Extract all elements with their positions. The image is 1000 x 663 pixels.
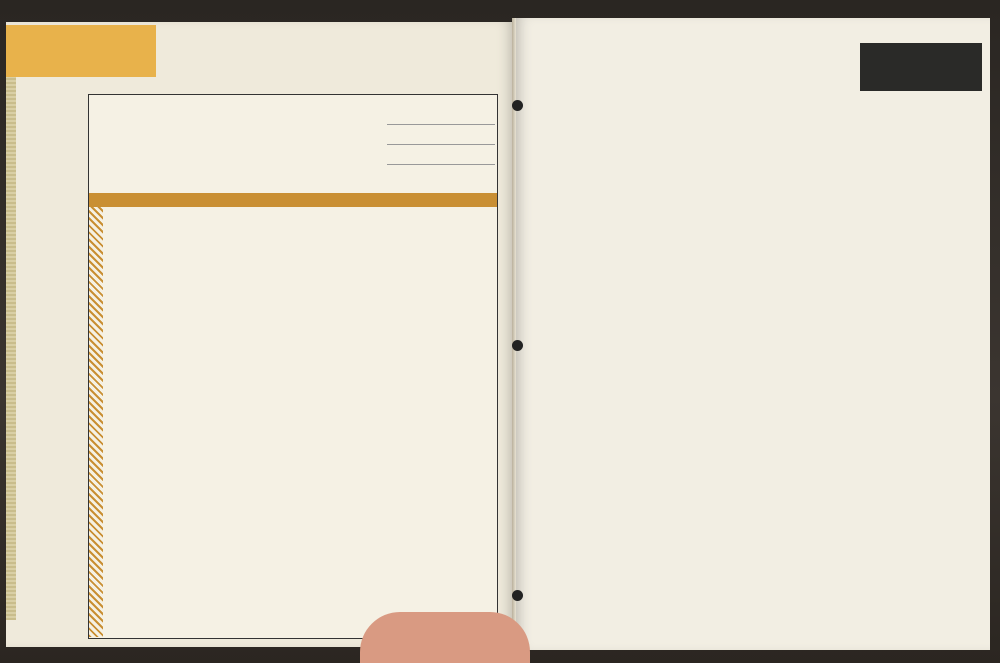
right-page-header <box>860 43 982 91</box>
gallons-row <box>387 115 495 125</box>
mileage-row <box>387 155 495 165</box>
interval-header <box>387 105 495 165</box>
hours-row <box>387 135 495 145</box>
binder-hole <box>512 340 523 351</box>
header-bar <box>89 193 497 207</box>
mileage-title <box>387 145 495 155</box>
book-spine <box>512 18 516 650</box>
page-edges <box>6 60 16 620</box>
hand-holding-page <box>360 612 530 663</box>
binder-hole <box>512 100 523 111</box>
hatch-strip <box>89 207 103 637</box>
right-page <box>514 18 990 650</box>
hours-title <box>387 125 495 135</box>
maintenance-schedule-form <box>88 94 498 639</box>
gallons-title <box>387 105 495 115</box>
binder-hole <box>512 590 523 601</box>
left-page-header <box>6 25 156 77</box>
